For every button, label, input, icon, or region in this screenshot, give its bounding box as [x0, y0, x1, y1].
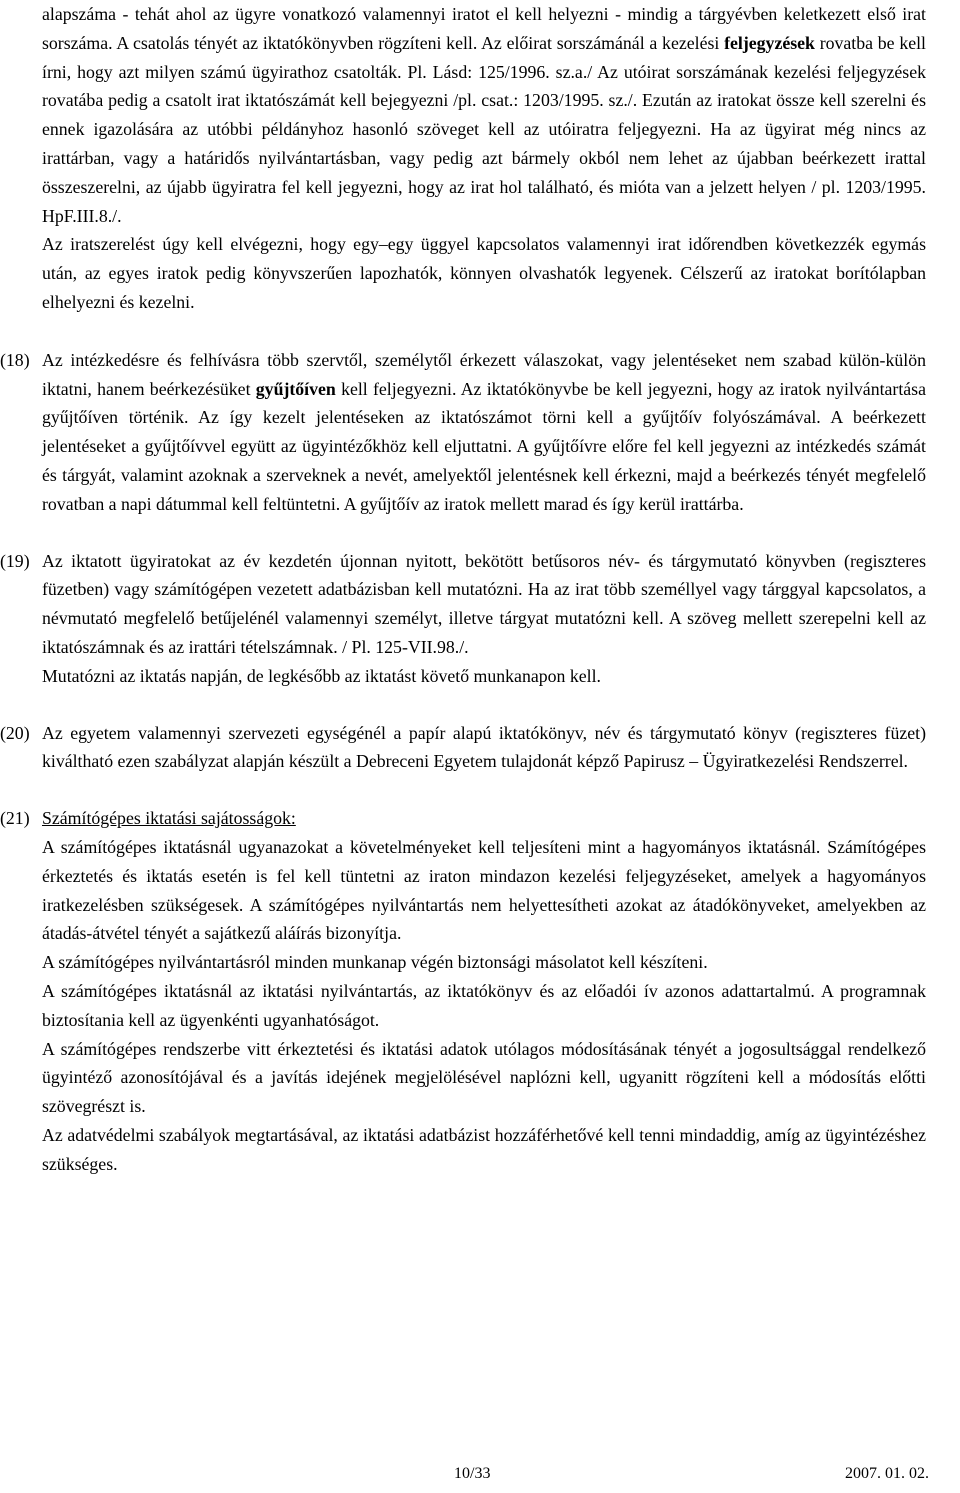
intro-section	[42, 0, 926, 317]
section-number: (20)	[0, 722, 30, 743]
section-21-paragraph-2: A számítógépes nyilvántartásról minden munkanap végén biztonsági másolatot kell készíteni.	[42, 952, 708, 973]
page-number: 10/33	[454, 1465, 491, 1482]
section-19-text-2: Mutatózni az iktatás napján, de legkésőbb az iktatást követő munkanapon kell.	[42, 665, 601, 686]
section-number: (21)	[0, 808, 30, 829]
section-21-heading: Számítógépes iktatási sajátosságok:	[42, 808, 296, 829]
section-19	[0, 547, 926, 691]
section-21-paragraph-3: A számítógépes iktatásnál az iktatási nyilvántartás, az iktatókönyv és az előadói ív azonos adattartalmú. A programnak biztosítania kell az ügyenkénti ugyanhatóságot.	[42, 980, 926, 1030]
document-date: 2007. 01. 02.	[845, 1465, 929, 1482]
section-20-text: Az egyetem valamennyi szervezeti egységénél a papír alapú iktatókönyv, név és tárgymutató könyv (regiszteres füzet) kiváltható ezen szabályzat alapján készült a Debreceni Egyetem tulajdonát képző Papirusz – Ügyiratkezelési Rendszerrel.	[42, 722, 926, 772]
section-21-paragraph-5: Az adatvédelmi szabályok megtartásával, az iktatási adatbázist hozzáférhetővé kell tenni mindaddig, amíg az ügyintézéshez szükséges.	[42, 1124, 926, 1174]
section-18	[0, 346, 926, 519]
intro-paragraph-2: Az iratszerelést úgy kell elvégezni, hogy egy–egy üggyel kapcsolatos valamennyi irat időrendben következzék egymás után, az egyes iratok pedig könyvszerűen lapozhatók, könnyen olvashatók legyenek. Célszerű az iratokat borítólapban elhelyezni és kezelni.	[42, 234, 926, 312]
section-21-paragraph-4: A számítógépes rendszerbe vitt érkeztetési és iktatási adatok utólagos módosításának tényét a jogosultsággal rendelkező ügyintéző azonosítójával és a javítás idejének megjelölésével naplózni kell, ugyanitt rögzíteni kell a módosítás előtti szövegrészt is.	[42, 1038, 926, 1117]
intro-paragraph-1: alapszáma - tehát ahol az ügyre vonatkozó valamennyi iratot el kell helyezni - mindig a tárgyévben keletkezett első irat sorszáma. A csatolás tényét az iktatókönyvben rögzíteni kell. Az előirat sorszámánál a kezelési feljegyzések rovatba be kell írni, hogy azt milyen számú ügyirathoz csatolták. Pl. Lásd: 125/1996. sz.a./ Az utóirat sorszámának kezelési feljegyzések rovatába pedig a csatolt irat iktatószámát kell bejegyezni /pl. csat.: 1203/1995. sz./. Ezután az iratokat össze kell szerelni és ennek igazolására az utóbbi példányhoz hasonló szöveget kell az utóiratra feljegyezni. Ha az ügyirat még nincs az irattárban, vagy a határidős nyilvántartásban, vagy pedig azt bármely okból nem lehet az újabban beérkezett irattal összeszerelni, az újabb ügyiratra fel kell jegyezni, hogy az irat hol található, és mióta van a jelzett helyen / pl. 1203/1995. HpF.III.8./.	[42, 4, 926, 226]
section-number: (19)	[0, 550, 30, 571]
section-21-paragraph-1: A számítógépes iktatásnál ugyanazokat a követelményeket kell teljesíteni mint a hagyományos iktatásnál. Számítógépes érkeztetés és iktatás esetén is fel kell tüntetni az iraton mindazon kezelési feljegyzéseket, amelyek a hagyományos iratkezelésben szükségesek. A számítógépes nyilvántartás nem helyettesítheti azokat az átadókönyveket, amelyekben az átadás-átvétel tényét a sajátkezű aláírás bizonyítja.	[42, 836, 926, 944]
section-number: (18)	[0, 349, 30, 370]
bold-term: feljegyzések	[724, 32, 815, 53]
section-19-text: Az iktatott ügyiratokat az év kezdetén újonnan nyitott, bekötött betűsoros név- és tárgymutató könyvben (regiszteres füzetben) vagy számítógépen vezetett adatbázisban kell mutatózni. Ha az irat több személlyel vagy tárggyal kapcsolatos, a névmutató megfelelő betűjelénél valamennyi személyt, illetve tárgyat mutatózni kell. A szöveg mellett szerepelni kell az iktatószámnak és az irattári tételszámnak. / Pl. 125-VII.98./.	[42, 550, 926, 657]
section-21	[0, 804, 926, 1178]
section-18-text: Az intézkedésre és felhívásra több szervtől, személytől érkezett válaszokat, vagy jelentéseket nem szabad külön-külön iktatni, hanem beérkezésüket gyűjtőíven kell feljegyezni. Az iktatókönyvbe be kell jegyezni, hogy az iratok nyilvántartása gyűjtőíven történik. Az így kezelt jelentéseken az iktatószámot törni kell a gyűjtőív folyószámával. A beérkezett jelentéseket a gyűjtőívvel együtt az ügyintézőkhöz kell eljuttatni. A gyűjtőívre előre fel kell jegyezni az intézkedés számát és tárgyát, valamint azoknak a szerveknek a nevét, amelyektől jelentésnek kell érkezni, majd a beérkezés tényét megfelelő rovatban a napi dátummal kell feltüntetni. A gyűjtőív az iratok mellett marad és így kerül irattárba.	[42, 349, 926, 514]
page-footer	[0, 1460, 960, 1488]
bold-term: gyűjtőíven	[255, 378, 336, 399]
section-20	[0, 719, 926, 777]
